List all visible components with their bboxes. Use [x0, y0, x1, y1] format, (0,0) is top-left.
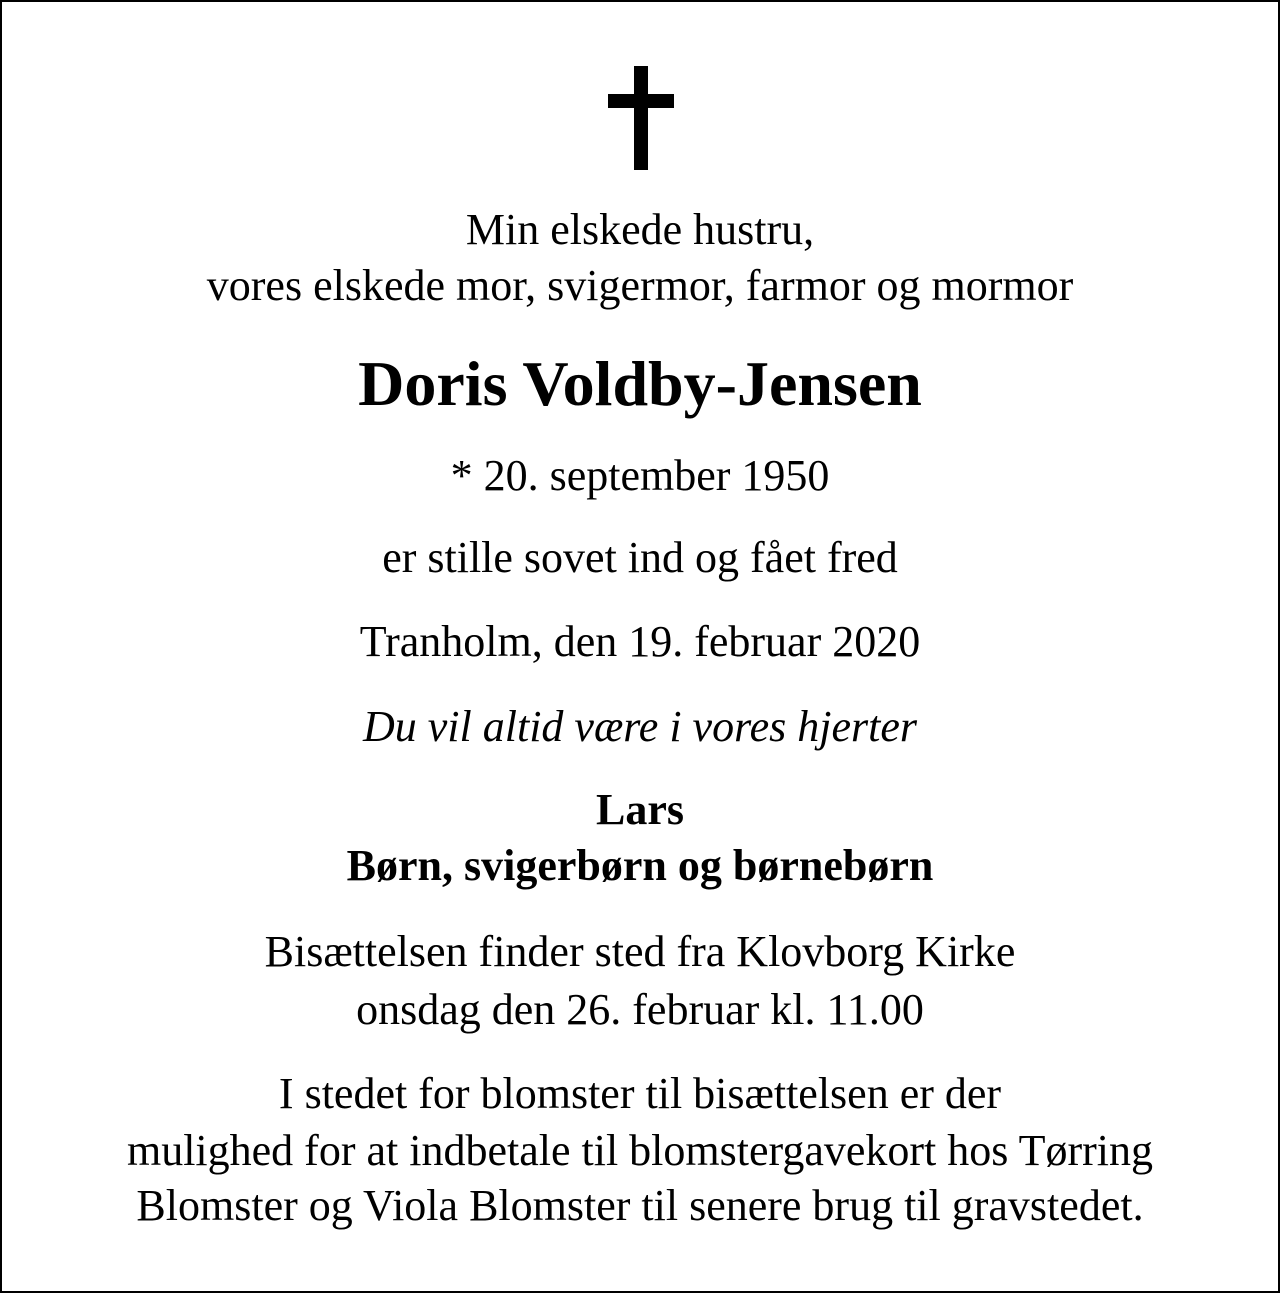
latin-cross-icon — [608, 66, 674, 170]
mourner-spouse: Lars — [596, 785, 684, 834]
flowers-note-line-3: Blomster og Viola Blomster til senere brug til gravstedet. — [136, 1181, 1144, 1230]
deceased-name: Doris Voldby-Jensen — [358, 348, 922, 419]
mourner-family: Børn, svigerbørn og børnebørn — [346, 841, 934, 890]
flowers-note-line-1: I stedet for blomster til bisættelsen er der — [278, 1069, 1002, 1118]
ceremony-line-2: onsdag den 26. februar kl. 11.00 — [356, 985, 924, 1034]
ceremony-line-1: Bisættelsen finder sted fra Klovborg Kirke — [264, 927, 1016, 976]
intro-line-1: Min elskede hustru, — [465, 205, 815, 254]
obituary-notice — [2, 2, 1278, 1291]
passing-text: er stille sovet ind og fået fred — [382, 533, 898, 582]
birth-date: * 20. september 1950 — [450, 451, 830, 500]
flowers-note-line-2: mulighed for at indbetale til blomstergavekort hos Tørring — [126, 1126, 1154, 1175]
intro-line-2: vores elskede mor, svigermor, farmor og mormor — [206, 261, 1074, 310]
place-and-date: Tranholm, den 19. februar 2020 — [359, 617, 921, 666]
memorial-motto: Du vil altid være i vores hjerter — [363, 702, 917, 751]
